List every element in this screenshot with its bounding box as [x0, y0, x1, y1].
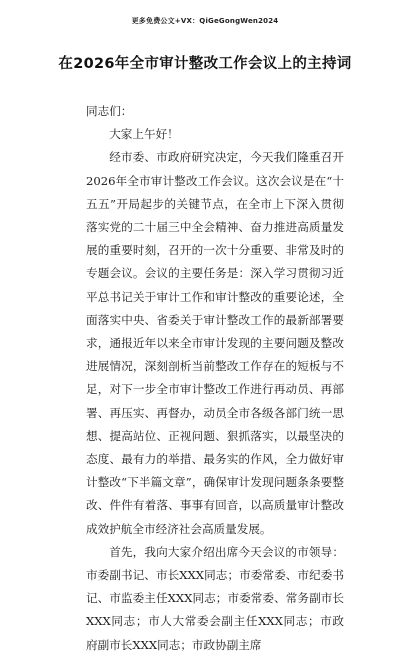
paragraph: 经市委、市政府研究决定，今天我们隆重召开2026年全市审计整改工作会议。这次会议是在“十五五”开局起步的关键节点，在全市上下深入贯彻落实党的二十届三中全会精神、奋力推进高质量发展的重要时刻，召开的一次十分重要、非常及时的专题会议。会议的主要任务是：深入学习贯彻习近平总书记关于审计工作和审计整改的重要论述，全面落实中央、省委关于审计整改工作的最新部署要求，通报近年以来全市审计发现的主要问题及整改进展情况，深刻剖析当前整改工作存在的短板与不足，对下一步全市审计整改工作进行再动员、再部署、再压实、再督办，动员全市各级各部门统一思想、提高站位、正视问题、狠抓落实，以最坚决的态度、最有力的举措、最务实的作风，全力做好审计整改“下半篇文章”，确保审计发现问题条条要整改、件件有着落、事事有回音，以高质量审计整改成效护航全市经济社会高质量发展。	[86, 150, 344, 536]
salutation: 同志们：	[86, 104, 133, 118]
paragraph: 首先，我向大家介绍出席今天会议的市领导：市委副书记、市长XXX同志；市委常委、市纪委书记、市监委主任XXX同志；市委常委、常务副市长XXX同志；市人大常委会副主任XXX同志；市政府副市长XXX同志；市政协副主席	[86, 544, 344, 652]
document-title: 在2026年全市审计整改工作会议上的主持词	[58, 56, 352, 72]
document-body	[86, 100, 344, 657]
greeting: 大家上午好！	[109, 127, 179, 142]
header-note: 更多免费公文+VX：QiGeGongWen2024	[131, 17, 279, 25]
